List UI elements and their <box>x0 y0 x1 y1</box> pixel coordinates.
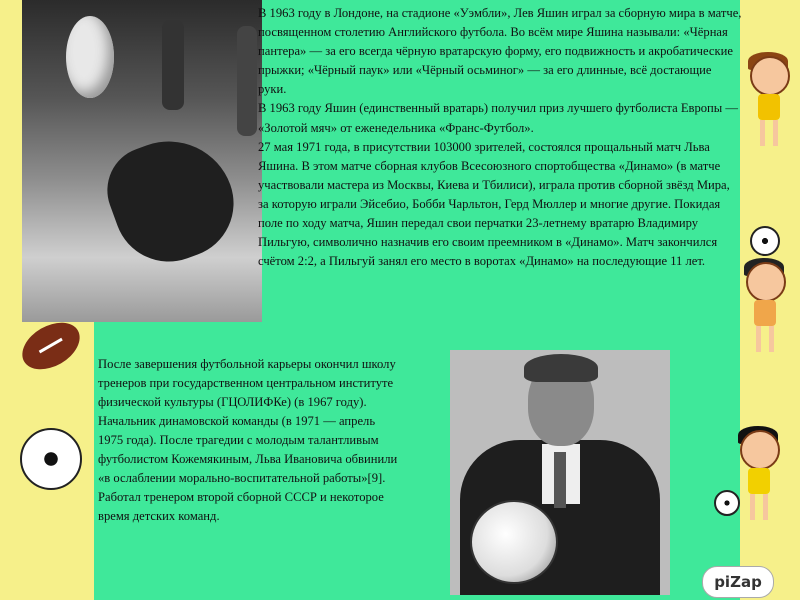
kid-face <box>750 56 790 96</box>
kid-face <box>740 430 780 470</box>
pizap-watermark: piZap <box>702 566 774 598</box>
hair <box>524 354 598 382</box>
cartoon-boy-sticker <box>744 56 790 156</box>
goalkeeper-dive-photo <box>22 0 262 322</box>
photo-signature <box>234 304 256 314</box>
kid-body <box>754 300 776 326</box>
soccer-ball-icon <box>20 428 82 490</box>
american-football-icon <box>14 313 88 379</box>
kid-face <box>746 262 786 302</box>
paragraph-golden-ball: В 1963 году Яшин (единственный вратарь) получил приз лучшего футболиста Европы — «Золотой мяч» от еженедельника «Франс-Футбол». <box>258 101 739 135</box>
cartoon-girl-sticker <box>740 262 786 362</box>
soccer-ball-icon <box>714 490 740 516</box>
ball-in-air <box>66 16 114 98</box>
kid-body <box>758 94 780 120</box>
paragraph-wembley: В 1963 году в Лондоне, на стадионе «Уэмбли», Лев Яшин играл за сборную мира в матче, посвященном столетию Английского футбола. Во всём мире Яшина называли: «Чёрная пантера» — за его всегда чёрную вратарскую форму, его подвижность и акробатические прыжки; «Чёрный паук» или «Чёрный осьминог» — за его длинные, всё достающие руки. <box>258 6 742 97</box>
paragraph-farewell-match: 27 мая 1971 года, в присутствии 103000 зрителей, состоялся прощальный матч Льва Яшина. В этом матче сборная клубов Всесоюзного спортобщества «Динамо» (в матче участвовали мастера из Москвы, Киева и Тбилиси), играла против сборной звёзд Мира, за которую играли Эйсебио, Бобби Чарльтон, Герд Мюллер и многие другие. Покидая поле по ходу матча, Яшин передал свои перчатки 23-летнему вратарю Владимиру Пильгую, символично назначив его своим преемником в «Динамо». Матч закончился счётом 2:2, а Пильгуй занял его место в воротах «Динамо» на последующие 11 лет. <box>258 139 730 269</box>
kid-legs <box>756 326 774 352</box>
cartoon-boy-sticker <box>734 430 780 530</box>
article-bottom-text: После завершения футбольной карьеры окончил школу тренеров при государственном центральном институте физической культуры (ГЦОЛИФКе) (в 1967 году). Начальник динамовской команды (в 1971 — апрель 1975 года). После трагедии с молодым талантливым футболистом Кожемякиным, Льва Ивановича обвинили «в ослаблении морально-воспитательной работы»[9]. Работал тренером второй сборной СССР и некоторое время детских команд. <box>98 357 398 523</box>
tie <box>554 452 566 508</box>
soccer-ball-icon <box>750 226 780 256</box>
diving-goalkeeper <box>95 123 249 277</box>
kid-legs <box>750 494 768 520</box>
kid-body <box>748 468 770 494</box>
held-ball <box>470 500 558 584</box>
kid-legs <box>760 120 778 146</box>
player-figure <box>237 26 257 136</box>
portrait-photo <box>450 350 670 595</box>
player-figure <box>162 20 184 110</box>
article-top-text <box>258 4 742 271</box>
